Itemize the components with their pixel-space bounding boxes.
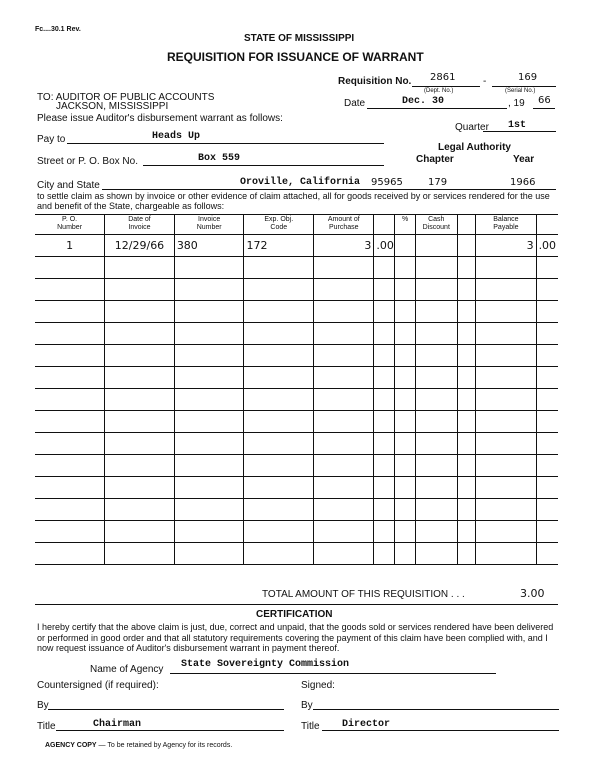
table-cell: [476, 301, 536, 323]
table-row: [35, 411, 558, 433]
table-cell: [415, 411, 457, 433]
left-title-label: Title: [37, 721, 56, 732]
addressee-line2: JACKSON, MISSISSIPPI: [56, 101, 169, 112]
serial-number-caption: (Serial No.): [505, 88, 536, 94]
table-cell: [105, 389, 175, 411]
table-cell: [476, 521, 536, 543]
table-cell: [314, 279, 374, 301]
table-cell: [395, 301, 416, 323]
table-cell: [536, 323, 558, 345]
addressee-line1: TO: AUDITOR OF PUBLIC ACCOUNTS: [37, 92, 215, 103]
year-label: Year: [513, 154, 535, 165]
quarter-value: 1st: [508, 120, 527, 131]
table-cell: [244, 411, 314, 433]
table-cell: [395, 411, 416, 433]
table-cell: [174, 323, 244, 345]
table-cell: [244, 257, 314, 279]
countersigned-label: Countersigned (if required):: [37, 680, 159, 691]
table-cell: [35, 499, 105, 521]
table-cell: [374, 257, 395, 279]
table-cell: [35, 477, 105, 499]
cell-balance-cents: .00: [536, 235, 558, 257]
table-cell: [105, 257, 175, 279]
city-value: Oroville, California: [240, 177, 361, 188]
table-cell: [105, 323, 175, 345]
table-cell: [174, 543, 244, 565]
table-cell: [314, 433, 374, 455]
table-cell: [105, 455, 175, 477]
table-cell: [374, 301, 395, 323]
page-title: REQUISITION FOR ISSUANCE OF WARRANT: [167, 50, 424, 64]
table-cell: [476, 499, 536, 521]
certification-text: I hereby certify that the above claim is just, due, correct and unpaid, that the goods sold or services rendered have been delivered or performed in good order and that all statutory requirements covering the payment of this claim have been complied with, and I now request issuance of Auditor's disbursement warrant in payment thereof.: [37, 622, 554, 653]
table-cell: [536, 279, 558, 301]
table-cell: [314, 543, 374, 565]
table-cell: [536, 301, 558, 323]
table-row: [35, 433, 558, 455]
table-cell: [35, 345, 105, 367]
date-value: Dec. 30: [402, 96, 445, 107]
header-exp-obj-code: Exp. Obj. Code: [244, 215, 314, 235]
table-cell: [314, 521, 374, 543]
header-cash-discount: Cash Discount: [415, 215, 457, 235]
claim-table: [35, 215, 558, 565]
table-row: [35, 499, 558, 521]
table-row: [35, 367, 558, 389]
table-cell: [415, 323, 457, 345]
table-cell: [415, 455, 457, 477]
header-amount-of-purchase: Amount of Purchase: [314, 215, 374, 235]
cell-cash-discount: [415, 235, 457, 257]
dept-number: 2861: [430, 72, 456, 83]
agency-copy-note: [45, 742, 232, 749]
table-row: [35, 301, 558, 323]
table-cell: [374, 521, 395, 543]
table-header-row: [35, 215, 558, 235]
table-cell: [457, 389, 476, 411]
table-cell: [174, 477, 244, 499]
table-cell: [35, 433, 105, 455]
date-label: Date: [344, 98, 366, 109]
cell-balance-dollars: 3: [476, 235, 536, 257]
table-cell: [105, 477, 175, 499]
cell-amount-dollars: 3: [314, 235, 374, 257]
agency-copy-rest: — To be retained by Agency for its records.: [96, 742, 233, 749]
table-cell: [244, 499, 314, 521]
table-cell: [174, 345, 244, 367]
table-cell: [457, 367, 476, 389]
table-cell: [374, 477, 395, 499]
state-heading: STATE OF MISSISSIPPI: [244, 33, 355, 44]
table-cell: [374, 543, 395, 565]
chapter-value: 179: [428, 177, 448, 188]
table-cell: [415, 257, 457, 279]
table-cell: [536, 543, 558, 565]
table-cell: [476, 433, 536, 455]
table-cell: [457, 279, 476, 301]
table-cell: [244, 455, 314, 477]
authority-year-value: 1966: [510, 177, 536, 188]
total-label: TOTAL AMOUNT OF THIS REQUISITION . . .: [262, 589, 465, 600]
zip-value: 95965: [371, 177, 403, 188]
table-cell: [457, 521, 476, 543]
table-cell: [105, 279, 175, 301]
table-cell: [476, 411, 536, 433]
table-cell: [536, 389, 558, 411]
table-cell: [374, 389, 395, 411]
table-cell: [105, 543, 175, 565]
total-cents: .00: [527, 587, 545, 600]
agency-label: Name of Agency: [90, 664, 164, 675]
table-cell: [457, 257, 476, 279]
table-cell: [174, 521, 244, 543]
table-cell: [457, 477, 476, 499]
table-cell: [244, 345, 314, 367]
table-cell: [174, 455, 244, 477]
header-amount-cents: [374, 215, 395, 235]
agency-copy-bold: AGENCY COPY: [45, 742, 97, 749]
table-cell: [174, 367, 244, 389]
table-cell: [374, 411, 395, 433]
table-row: [35, 477, 558, 499]
table-cell: [314, 477, 374, 499]
table-cell: [244, 367, 314, 389]
table-cell: [476, 257, 536, 279]
table-cell: [415, 301, 457, 323]
right-by-label: By: [301, 700, 313, 711]
table-cell: [244, 543, 314, 565]
table-cell: [374, 345, 395, 367]
table-cell: [105, 521, 175, 543]
table-cell: [457, 543, 476, 565]
table-cell: [314, 389, 374, 411]
table-row: [35, 521, 558, 543]
table-cell: [476, 279, 536, 301]
total-dollars: 3: [520, 587, 527, 600]
table-cell: [395, 521, 416, 543]
table-cell: [314, 455, 374, 477]
table-cell: [244, 323, 314, 345]
table-cell: [476, 367, 536, 389]
header-discount-cents: [457, 215, 476, 235]
table-cell: [174, 257, 244, 279]
table-row: [35, 323, 558, 345]
table-cell: [536, 455, 558, 477]
table-cell: [105, 345, 175, 367]
left-title-value: Chairman: [93, 719, 142, 730]
table-cell: [374, 367, 395, 389]
table-cell: [174, 499, 244, 521]
cell-amount-cents: .00: [374, 235, 395, 257]
pay-to-value: Heads Up: [152, 131, 201, 142]
header-balance-payable: Balance Payable: [476, 215, 536, 235]
table-cell: [314, 499, 374, 521]
table-cell: [536, 257, 558, 279]
header-balance-cents: [536, 215, 558, 235]
table-row: [35, 345, 558, 367]
table-cell: [536, 521, 558, 543]
left-by-label: By: [37, 700, 49, 711]
table-cell: [457, 345, 476, 367]
table-cell: [174, 389, 244, 411]
table-cell: [174, 411, 244, 433]
table-cell: [35, 367, 105, 389]
cell-po-number: 1: [35, 235, 105, 257]
requisition-dash: -: [483, 76, 487, 87]
header-po-number: P. O. Number: [35, 215, 105, 235]
table-cell: [395, 279, 416, 301]
table-cell: [476, 389, 536, 411]
table-cell: [536, 411, 558, 433]
table-cell: [457, 455, 476, 477]
table-cell: [314, 411, 374, 433]
table-cell: [374, 279, 395, 301]
table-cell: [314, 367, 374, 389]
table-cell: [35, 543, 105, 565]
table-cell: [244, 389, 314, 411]
table-cell: [395, 323, 416, 345]
cell-exp-obj-code: 172: [244, 235, 314, 257]
table-cell: [395, 433, 416, 455]
table-cell: [457, 323, 476, 345]
street-value: Box 559: [198, 153, 241, 164]
table-cell: [35, 411, 105, 433]
header-invoice-number: Invoice Number: [174, 215, 244, 235]
cell-percent: [395, 235, 416, 257]
table-row: [35, 235, 558, 257]
table-cell: [35, 389, 105, 411]
table-cell: [476, 543, 536, 565]
chapter-label: Chapter: [416, 154, 454, 165]
signed-label: Signed:: [301, 680, 335, 691]
table-cell: [415, 477, 457, 499]
table-cell: [105, 499, 175, 521]
table-cell: [395, 499, 416, 521]
table-cell: [457, 411, 476, 433]
table-cell: [35, 279, 105, 301]
year-prefix: , 19: [508, 98, 525, 109]
table-cell: [35, 301, 105, 323]
quarter-label: Quarter: [455, 122, 489, 133]
form-number: Fc....30.1 Rev.: [35, 26, 81, 33]
table-cell: [395, 257, 416, 279]
table-cell: [374, 455, 395, 477]
cell-invoice-number: 380: [174, 235, 244, 257]
table-row: [35, 455, 558, 477]
table-cell: [35, 257, 105, 279]
table-cell: [415, 543, 457, 565]
addressee-line3: Please issue Auditor's disbursement warrant as follows:: [37, 113, 283, 124]
legal-authority-heading: Legal Authority: [438, 142, 511, 153]
table-cell: [314, 257, 374, 279]
table-cell: [105, 411, 175, 433]
table-cell: [35, 521, 105, 543]
table-cell: [415, 433, 457, 455]
table-cell: [476, 323, 536, 345]
table-row: [35, 257, 558, 279]
table-cell: [395, 389, 416, 411]
table-cell: [314, 301, 374, 323]
table-cell: [536, 499, 558, 521]
certification-heading: CERTIFICATION: [256, 609, 333, 620]
table-cell: [476, 477, 536, 499]
table-cell: [374, 323, 395, 345]
table-cell: [244, 279, 314, 301]
right-title-value: Director: [342, 719, 391, 730]
table-cell: [395, 345, 416, 367]
table-cell: [476, 345, 536, 367]
table-cell: [395, 543, 416, 565]
requisition-label: Requisition No.: [338, 76, 412, 87]
serial-number: 169: [518, 72, 538, 83]
table-cell: [374, 433, 395, 455]
table-cell: [35, 455, 105, 477]
year-value: 66: [538, 95, 551, 106]
table-cell: [244, 521, 314, 543]
table-cell: [476, 455, 536, 477]
table-cell: [35, 323, 105, 345]
settle-claim-text: to settle claim as shown by invoice or other evidence of claim attached, all for goods received by or services rendered for the use and benefit of the State, chargeable as follows:: [37, 191, 550, 211]
header-date-of-invoice: Date of Invoice: [105, 215, 175, 235]
table-cell: [415, 521, 457, 543]
table-cell: [314, 345, 374, 367]
table-row: [35, 543, 558, 565]
right-title-label: Title: [301, 721, 320, 732]
header-percent: %: [395, 215, 416, 235]
table-cell: [457, 301, 476, 323]
cell-date-of-invoice: 12/29/66: [105, 235, 175, 257]
table-cell: [105, 367, 175, 389]
table-cell: [415, 389, 457, 411]
table-cell: [536, 345, 558, 367]
table-cell: [395, 367, 416, 389]
table-cell: [105, 301, 175, 323]
table-row: [35, 279, 558, 301]
table-cell: [415, 367, 457, 389]
table-cell: [415, 279, 457, 301]
table-cell: [457, 433, 476, 455]
table-cell: [244, 433, 314, 455]
table-cell: [244, 477, 314, 499]
city-label: City and State: [37, 180, 100, 191]
table-cell: [174, 433, 244, 455]
table-cell: [536, 367, 558, 389]
table-cell: [174, 279, 244, 301]
table-cell: [174, 301, 244, 323]
street-label: Street or P. O. Box No.: [37, 156, 138, 167]
dept-number-caption: (Dept. No.): [424, 88, 454, 94]
table-cell: [374, 499, 395, 521]
table-row: [35, 389, 558, 411]
table-cell: [536, 433, 558, 455]
table-cell: [415, 345, 457, 367]
pay-to-label: Pay to: [37, 134, 66, 145]
table-cell: [395, 455, 416, 477]
table-cell: [536, 477, 558, 499]
table-cell: [105, 433, 175, 455]
table-cell: [244, 301, 314, 323]
table-cell: [314, 323, 374, 345]
table-cell: [457, 499, 476, 521]
agency-value: State Sovereignty Commission: [181, 659, 350, 670]
cell-discount-cents: [457, 235, 476, 257]
table-cell: [415, 499, 457, 521]
table-cell: [395, 477, 416, 499]
